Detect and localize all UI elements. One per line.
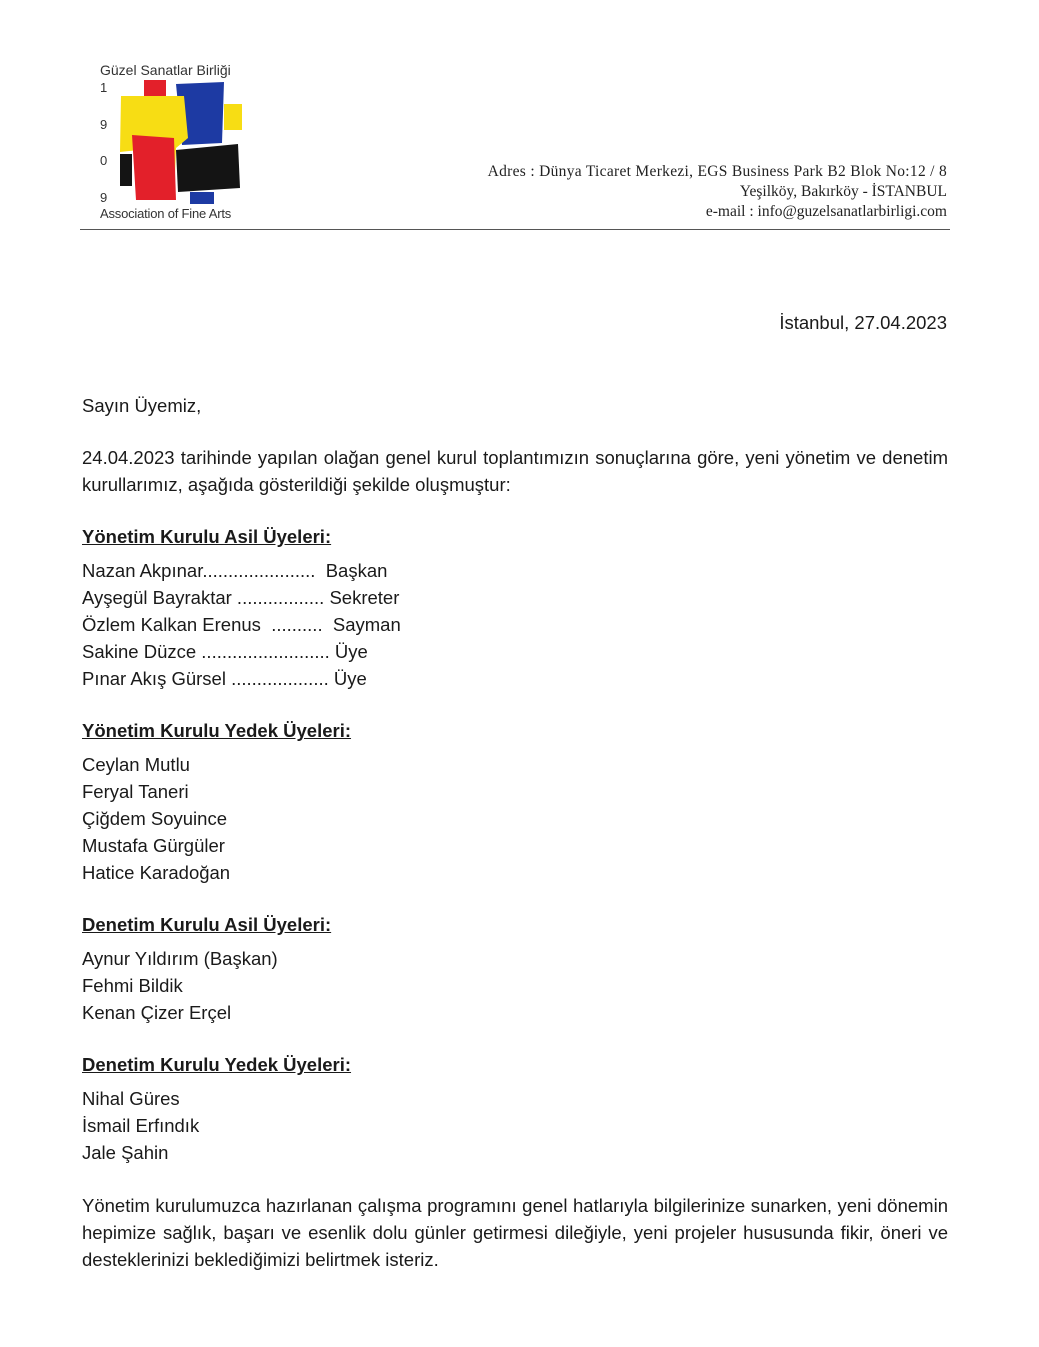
section-heading: Denetim Kurulu Asil Üyeleri: <box>82 914 332 935</box>
logo-shape <box>176 144 240 192</box>
letter-date: İstanbul, 27.04.2023 <box>779 312 947 333</box>
member-line: Nazan Akpınar...................... Başkan <box>82 560 388 581</box>
section-board-substitutes <box>82 717 948 886</box>
logo-shape <box>144 80 166 96</box>
member-line: Ceylan Mutlu <box>82 754 190 775</box>
address-city: Yeşilköy, Bakırköy - İSTANBUL <box>739 183 947 200</box>
member-line: Çiğdem Soyuince <box>82 808 227 829</box>
section-heading: Yönetim Kurulu Yedek Üyeleri: <box>82 720 352 741</box>
member-line: Özlem Kalkan Erenus .......... Sayman <box>82 614 401 635</box>
closing-paragraph: Yönetim kurulumuzca hazırlanan çalışma programını genel hatlarıyla bilgilerinize sunarken, yeni dönemin hepimize sağlık, başarı ve esenlik dolu günler getirmesi dileğiyle, yeni projeler hususunda fikir, öneri ve desteklerinizi beklediğimizi belirtmek isteriz. <box>82 1195 948 1270</box>
association-logo <box>96 60 246 228</box>
section-audit-members <box>82 911 948 1026</box>
letter-body <box>82 392 948 1273</box>
address-line: Adres : Dünya Ticaret Merkezi, EGS Business Park B2 Blok No:12 / 8 <box>487 163 947 180</box>
member-line: Ayşegül Bayraktar ................. Sekreter <box>82 587 400 608</box>
section-audit-substitutes <box>82 1051 948 1166</box>
member-line: Aynur Yıldırım (Başkan) <box>82 948 278 969</box>
member-line: Pınar Akış Gürsel ................... Üye <box>82 668 367 689</box>
letterhead-address <box>488 162 947 222</box>
logo-digit: 1 <box>100 80 108 95</box>
section-heading: Denetim Kurulu Yedek Üyeleri: <box>82 1054 352 1075</box>
member-line: Kenan Çizer Erçel <box>82 1002 232 1023</box>
member-line: Mustafa Gürgüler <box>82 835 225 856</box>
logo-shape <box>132 135 176 200</box>
member-line: Sakine Düzce ......................... Üye <box>82 641 368 662</box>
member-line: Jale Şahin <box>82 1142 169 1163</box>
logo-digit: 0 <box>100 153 108 168</box>
member-line: Fehmi Bildik <box>82 975 183 996</box>
section-board-members <box>82 523 948 692</box>
logo-title: Güzel Sanatlar Birliği <box>100 62 231 78</box>
greeting: Sayın Üyemiz, <box>82 395 202 416</box>
letterhead-divider <box>80 229 950 230</box>
member-line: Hatice Karadoğan <box>82 862 231 883</box>
intro-paragraph: 24.04.2023 tarihinde yapılan olağan genel kurul toplantımızın sonuçlarına göre, yeni yönetim ve denetim kurullarımız, aşağıda gösterildiği şekilde oluşmuştur: <box>82 447 948 495</box>
section-heading: Yönetim Kurulu Asil Üyeleri: <box>82 526 332 547</box>
logo-shape <box>120 154 132 186</box>
member-line: İsmail Erfındık <box>82 1115 200 1136</box>
member-line: Nihal Güres <box>82 1088 180 1109</box>
logo-shape <box>190 192 214 204</box>
logo-digit: 9 <box>100 117 108 132</box>
email-line: e-mail : info@guzelsanatlarbirligi.com <box>705 203 947 220</box>
logo-digit: 9 <box>100 190 108 205</box>
member-line: Feryal Taneri <box>82 781 189 802</box>
logo-shape <box>224 104 242 130</box>
logo-art <box>96 60 246 228</box>
logo-subtitle: Association of Fine Arts <box>100 206 232 221</box>
